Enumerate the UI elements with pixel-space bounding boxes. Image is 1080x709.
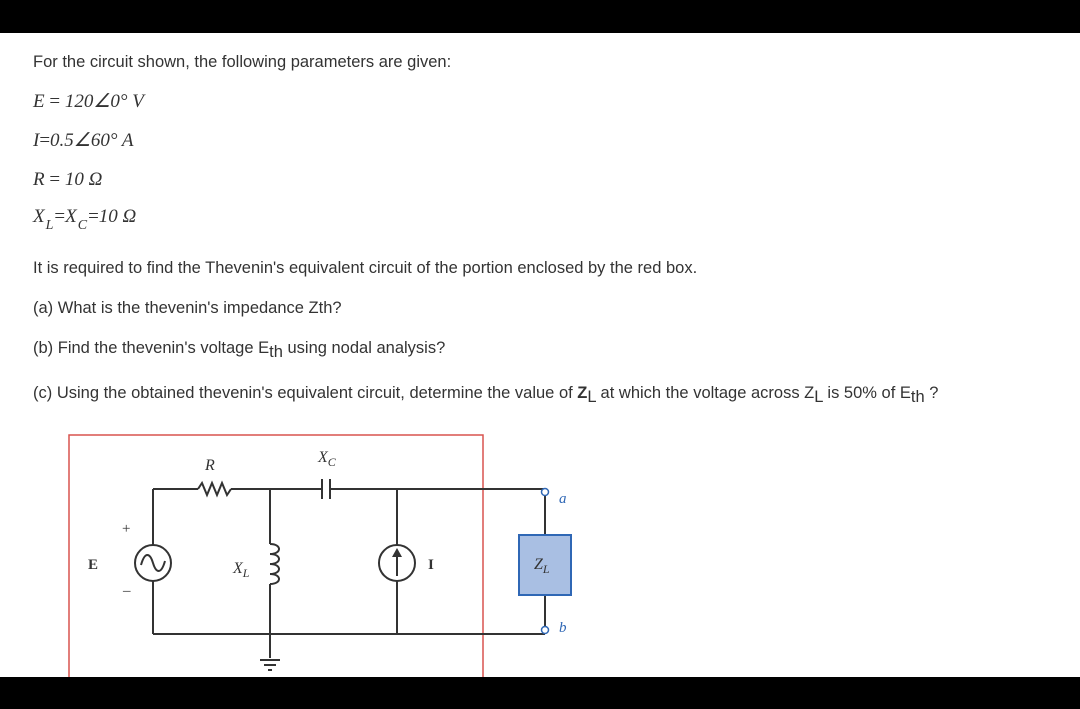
question-c-mid: at which the voltage across Z <box>595 384 815 402</box>
param-xl-symbol: X <box>33 206 45 227</box>
param-r-symbol: R <box>33 169 45 190</box>
label-xc: $X_C$ <box>318 449 336 469</box>
bottom-bar <box>0 677 1080 709</box>
label-e: E <box>88 557 99 573</box>
question-b-sub: th <box>269 343 283 361</box>
param-i-value: 0.5∠60° A <box>50 130 134 151</box>
label-r: R <box>205 457 215 474</box>
param-e-symbol: E <box>33 91 45 112</box>
param-xc-symbol: X <box>65 206 77 227</box>
question-c-mid2: is 50% of E <box>822 384 911 402</box>
label-i: I <box>428 557 434 573</box>
question-b-post: using nodal analysis? <box>282 339 446 357</box>
question-c-zl2-sub: L <box>814 388 823 406</box>
param-x: $X_L=X_C=10$ Ω <box>33 206 137 233</box>
ac-wave-icon <box>141 555 165 571</box>
label-plus: + <box>122 521 131 537</box>
param-r: R = 10 Ω <box>33 169 103 190</box>
label-terminal-a: a <box>559 491 567 507</box>
circuit-diagram <box>0 33 1080 677</box>
terminal-b-dot <box>542 627 549 634</box>
question-c-text: (c) Using the obtained thevenin's equivalent circuit, determine the value of <box>33 384 578 402</box>
param-e: E = 120∠0° V <box>33 91 144 112</box>
param-xc-sub: C <box>77 218 88 233</box>
question-c-zl-bold: Z <box>577 384 588 402</box>
param-x-value: 10 Ω <box>98 206 137 227</box>
terminal-a-dot <box>542 489 549 496</box>
label-xl: $X_L$ <box>233 560 250 580</box>
current-arrow-head <box>392 548 402 557</box>
param-r-value: 10 Ω <box>64 169 103 190</box>
param-e-value: 120∠0° V <box>64 91 144 112</box>
page <box>0 33 1080 677</box>
intro-text: For the circuit shown, the following parameters are given: <box>33 53 452 71</box>
question-a: (a) What is the thevenin's impedance Zth? <box>33 299 342 317</box>
label-zl: $Z_L$ <box>534 556 550 576</box>
inductor-coil <box>270 544 279 584</box>
param-i-symbol: I <box>33 130 40 151</box>
requirement-text: It is required to find the Thevenin's equivalent circuit of the portion enclosed by the red box. <box>33 259 698 277</box>
label-terminal-b: b <box>559 620 567 636</box>
param-xl-sub: L <box>45 218 54 233</box>
question-c-zl-sub: L <box>587 388 596 406</box>
label-minus: – <box>123 583 131 599</box>
question-c-end: ? <box>924 384 939 402</box>
param-i: I=0.5∠60° A <box>33 130 134 151</box>
question-b-text: (b) Find the thevenin's voltage E <box>33 339 270 357</box>
resistor-r <box>198 483 231 495</box>
question-c-eth-sub: th <box>910 388 925 406</box>
